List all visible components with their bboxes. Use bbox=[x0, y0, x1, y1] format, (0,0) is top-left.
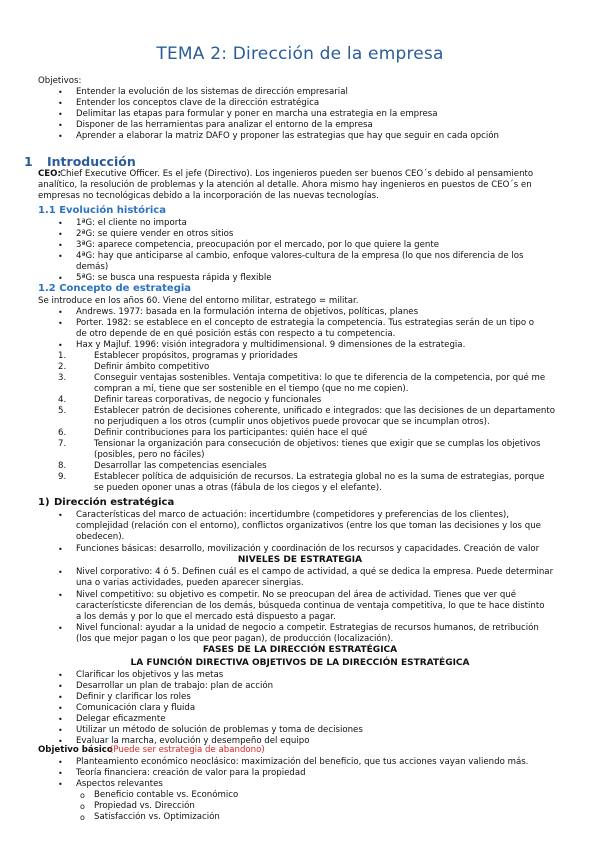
bullet-icon: • bbox=[58, 88, 63, 97]
bullet-icon: • bbox=[58, 341, 63, 350]
dimension-number: 8. bbox=[58, 461, 67, 471]
dimension-item: Establecer patrón de decisiones coherente, unificado e integrados: que las decisiones de un departamento bbox=[94, 406, 556, 416]
author-item-continuation: de otro depende de en qué posición estás con respecto a tu competencia. bbox=[76, 329, 396, 339]
evolucion-item: 5ªG: se busca una respuesta rápida y flexible bbox=[76, 273, 272, 283]
dimension-item: Conseguir ventajas sostenibles. Ventaja competitiva: lo que te diferencia de la competencia, por qué me bbox=[94, 373, 546, 383]
bullet-icon: • bbox=[58, 737, 63, 746]
objetivos-label: Objetivos: bbox=[38, 76, 82, 86]
sub-bullet-icon: o bbox=[80, 791, 85, 800]
dimension-number: 2. bbox=[58, 362, 67, 372]
dimension-item: Desarrollar las competencias esenciales bbox=[94, 461, 267, 471]
niveles-title: NIVELES DE ESTRATEGIA bbox=[237, 555, 363, 565]
ceo-line-2: analítico, la resolución de problemas y la atención al detalle. Ahora mismo hay ingenieros en puestos de CEO´s en bbox=[38, 180, 532, 190]
bullet-icon: • bbox=[58, 132, 63, 141]
evolucion-item: 2ªG: se quiere vender en otros sitios bbox=[76, 229, 234, 239]
bullet-icon: • bbox=[58, 241, 63, 250]
funcion-item: Clarificar los objetivos y las metas bbox=[76, 670, 224, 680]
direccion-item: Características del marco de actuación: incertidumbre (competidores y preferencias de los clientes), bbox=[76, 510, 510, 520]
objetivo-item: Aprender a elaborar la matriz DAFO y proponer las estrategias que hay que seguir en cada opción bbox=[76, 131, 499, 141]
bullet-icon: • bbox=[58, 545, 63, 554]
dimension-item-continuation: compran a mí, tiene que ser sostenible en el tiempo (que no me copien). bbox=[94, 384, 409, 394]
funcion-item: Desarrollar un plan de trabajo: plan de acción bbox=[76, 681, 274, 691]
dimension-item: Definir tareas corporativas, de negocio y funcionales bbox=[94, 395, 322, 405]
funcion-item: Delegar eficazmente bbox=[76, 714, 166, 724]
nivel-item-continuation: característicste diferencian de los demás, búsqueda continua de ventaja competitiva, lo que te hace distinto bbox=[76, 601, 545, 611]
nivel-item: Nivel funcional: ayudar a la unidad de negocio a competir. Estrategias de recursos humanos, de retribución bbox=[76, 623, 539, 633]
dimension-item: Establecer propósitos, programas y prioridades bbox=[94, 351, 298, 361]
fases-title: FASES DE LA DIRECCIÓN ESTRATÉGICA bbox=[202, 645, 398, 655]
evolucion-item: 1ªG: el cliente no importa bbox=[76, 218, 187, 228]
bullet-icon: • bbox=[58, 693, 63, 702]
funcion-item: Definir y clarificar los roles bbox=[76, 692, 191, 702]
bullet-icon: • bbox=[58, 99, 63, 108]
nivel-item-continuation: a los demás y por lo que el mercado está dispuesto a pagar. bbox=[76, 612, 336, 622]
bullet-icon: • bbox=[58, 758, 63, 767]
basico-item: Teoría financiera: creación de valor para la propiedad bbox=[76, 768, 306, 778]
dimension-item-continuation: (posibles, pero no fáciles) bbox=[94, 450, 205, 460]
objetivo-item: Entender la evolución de los sistemas de dirección empresarial bbox=[76, 87, 348, 97]
bullet-icon: • bbox=[58, 252, 63, 261]
bullet-icon: • bbox=[58, 591, 63, 600]
section-1-title: Introducción bbox=[47, 154, 136, 169]
section-1-1-title: 1.1 Evolución histórica bbox=[38, 205, 166, 216]
dimension-number: 1. bbox=[58, 351, 67, 361]
nivel-item: Nivel corporativo: 4 ó 5. Definen cuál es el campo de actividad, a qué se dedica la empresa. Puede determinar bbox=[76, 567, 554, 577]
ceo-label: CEO: bbox=[38, 169, 61, 179]
dimension-number: 3. bbox=[58, 373, 67, 383]
page-title: TEMA 2: Dirección de la empresa bbox=[156, 44, 444, 64]
nivel-item-continuation: una o varias actividades, pueden aparecer sinergias. bbox=[76, 578, 304, 588]
author-item: Hax y Majluf. 1996: visión integradora y multidimensional. 9 dimensiones de la estrategia. bbox=[76, 340, 466, 350]
dimension-number: 4. bbox=[58, 395, 67, 405]
evolucion-item: 3ªG: aparece competencia, preocupación por el mercado, por lo que quiere la gente bbox=[76, 240, 439, 250]
aspecto-item: Beneficio contable vs. Económico bbox=[94, 790, 239, 800]
evolucion-item-continuation: demás) bbox=[76, 262, 109, 272]
author-item: Porter. 1982: se establece en el concepto de estrategia la competencia. Tus estrategias serán de un tipo o bbox=[76, 318, 535, 328]
bullet-icon: • bbox=[58, 624, 63, 633]
objetivo-item: Delimitar las etapas para formular y poner en marcha una estrategia en la empresa bbox=[76, 109, 438, 119]
bullet-icon: • bbox=[58, 780, 63, 789]
bullet-icon: • bbox=[58, 726, 63, 735]
bullet-icon: • bbox=[58, 308, 63, 317]
dimension-item: Tensionar la organización para consecución de objetivos: tienes que exigir que se cumplas los objetivos bbox=[94, 439, 541, 449]
direccion-title: Dirección estratégica bbox=[54, 497, 175, 508]
dimension-number: 5. bbox=[58, 406, 67, 416]
bullet-icon: • bbox=[58, 511, 63, 520]
funcion-title: LA FUNCIÓN DIRECTIVA OBJETIVOS DE LA DIRECCIÓN ESTRATÉGICA bbox=[130, 658, 470, 668]
bullet-icon: • bbox=[58, 671, 63, 680]
evolucion-item: 4ªG: hay que anticiparse al cambio, enfoque valores-cultura de la empresa (lo que nos diferencia de los bbox=[76, 251, 524, 261]
ceo-line-3: empresas no tecnológicas debido a la incorporación de las nuevas tecnologías. bbox=[38, 191, 379, 201]
dimension-item: Definir ámbito competitivo bbox=[94, 362, 210, 372]
direccion-item-continuation: complejidad (relación con el entorno), conflictos organizativos (entre los que toman las decisiones y los que bbox=[76, 521, 541, 531]
funcion-item: Evaluar la marcha, evolución y desempeño del equipo bbox=[76, 736, 310, 746]
funcion-item: Comunicación clara y fluida bbox=[76, 703, 196, 713]
dimension-item: Establecer política de adquisición de recursos. La estrategia global no es la suma de estrategias, porque bbox=[94, 472, 545, 482]
bullet-icon: • bbox=[58, 769, 63, 778]
objetivo-basico-note: (Puede ser estrategia de abandono) bbox=[110, 745, 265, 755]
dimension-item-continuation: se pueden oponer unas a otras (fábula de los ciegos y el elefante). bbox=[94, 483, 382, 493]
funcion-item: Utilizar un método de solución de problemas y toma de decisiones bbox=[76, 725, 363, 735]
direccion-item: Funciones básicas: desarrollo, movilización y coordinación de los recursos y capacidades. Creación de valor bbox=[76, 544, 540, 554]
bullet-icon: • bbox=[58, 121, 63, 130]
sub-bullet-icon: o bbox=[80, 813, 85, 822]
bullet-icon: • bbox=[58, 568, 63, 577]
aspecto-item: Propiedad vs. Dirección bbox=[94, 801, 195, 811]
bullet-icon: • bbox=[58, 274, 63, 283]
bullet-icon: • bbox=[58, 704, 63, 713]
dimension-number: 6. bbox=[58, 428, 67, 438]
bullet-icon: • bbox=[58, 110, 63, 119]
dimension-item: Definir contribuciones para los participantes: quién hace el qué bbox=[94, 428, 368, 438]
dimension-number: 9. bbox=[58, 472, 67, 482]
sub-bullet-icon: o bbox=[80, 802, 85, 811]
bullet-icon: • bbox=[58, 682, 63, 691]
aspecto-item: Satisfacción vs. Optimización bbox=[94, 812, 220, 822]
section-1-number: 1 bbox=[24, 154, 33, 169]
direccion-item-continuation: obedecen). bbox=[76, 532, 125, 542]
estrategia-intro: Se introduce en los años 60. Viene del entorno militar, estratego = militar. bbox=[38, 296, 359, 306]
bullet-icon: • bbox=[58, 715, 63, 724]
bullet-icon: • bbox=[58, 219, 63, 228]
nivel-item: Nivel competitivo: su objetivo es competir. No se preocupan del área de actividad. Tienes que ver qué bbox=[76, 590, 517, 600]
author-item: Andrews. 1977: basada en la formulación interna de objetivos, políticas, planes bbox=[76, 307, 419, 317]
bullet-icon: • bbox=[58, 319, 63, 328]
ceo-line-1: Chief Executive Officer. Es el jefe (Directivo). Los ingenieros pueden ser buenos CEO´s debido al pensamiento bbox=[60, 169, 534, 179]
section-1-2-title: 1.2 Concepto de estrategia bbox=[38, 283, 192, 294]
basico-item: Planteamiento económico neoclásico: maximización del beneficio, que tus acciones vayan valiendo más. bbox=[76, 757, 529, 767]
direccion-number: 1) bbox=[38, 497, 50, 508]
bullet-icon: • bbox=[58, 230, 63, 239]
dimension-number: 7. bbox=[58, 439, 67, 449]
objetivo-item: Entender los conceptos clave de la dirección estratégica bbox=[76, 98, 320, 108]
objetivo-basico-label: Objetivo básico bbox=[38, 745, 113, 755]
objetivo-item: Disponer de las herramientas para analizar el entorno de la empresa bbox=[76, 120, 373, 130]
nivel-item-continuation: (los que mejor pagan o los que peor pagan), de producción (localización). bbox=[76, 634, 394, 644]
basico-item: Aspectos relevantes bbox=[76, 779, 163, 789]
dimension-item-continuation: no perjudiquen a los otros (cumplir unos objetivos puede provocar que se incumplan otros). bbox=[94, 417, 490, 427]
